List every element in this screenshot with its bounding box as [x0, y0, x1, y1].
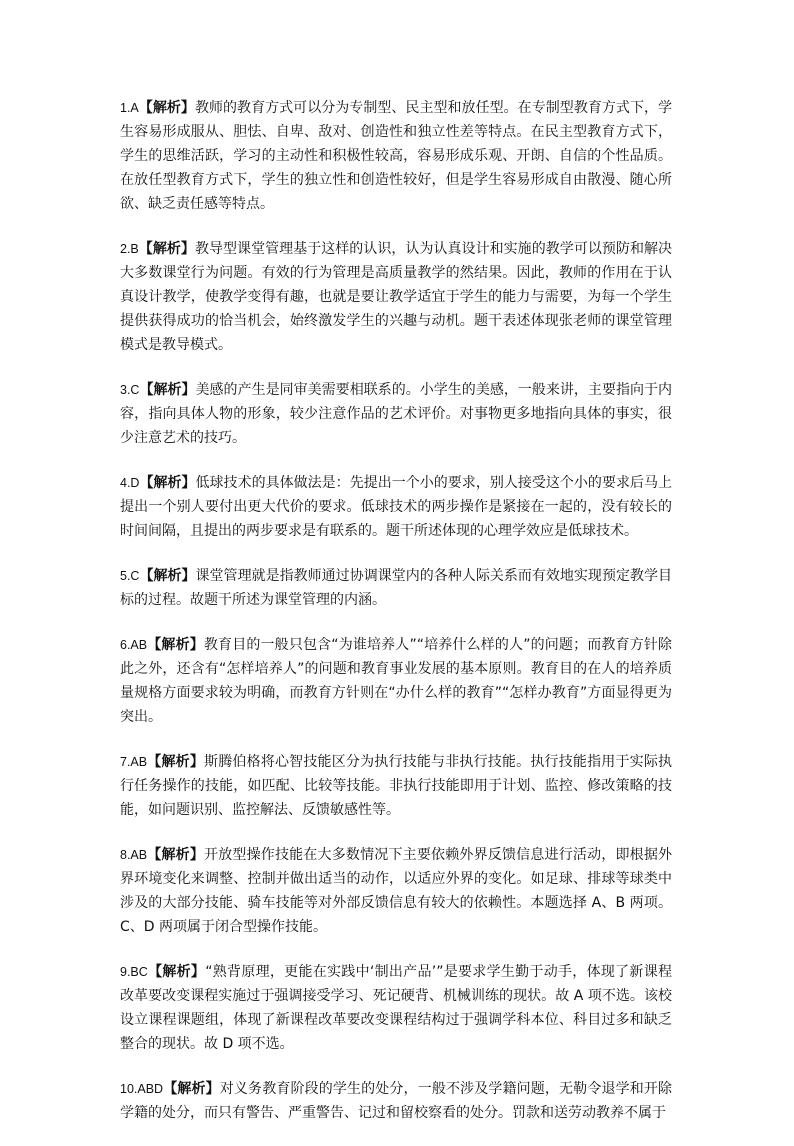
analysis-tag: 【解析】: [163, 1081, 220, 1097]
answer-number: 3.C: [120, 383, 140, 397]
answer-item-5: [120, 564, 672, 612]
analysis-tag: 【解析】: [147, 964, 206, 980]
answer-text: “熟背原理，更能在实践中‘制出产品’”是要求学生勤于动手，体现了新课程改革要改变课程实施过于强调接受学习、死记硬背、机械训练的现状。故 A 项不选。该校设立课程课题组，体现了新课程改革要改变课程结构过于强调学科本位、科目过多和缺乏整合的现状。故 D 项不选。: [120, 964, 672, 1052]
answer-text: 教导型课堂管理基于这样的认识，认为认真设计和实施的教学可以预防和解决大多数课堂行为问题。有效的行为管理是高质量教学的然结果。因此，教师的作用在于认真设计教学，使教学变得有趣，也就是要让教学适宜于学生的能力与需要，为每一个学生提供获得成功的恰当机会，始终激发学生的兴趣与动机。题干表述体现张老师的课堂管理模式是教导模式。: [120, 241, 673, 353]
answer-text: 对义务教育阶段的学生的处分，一般不涉及学籍问题，无勒令退学和开除学籍的处分，而只有警告、严重警告、记过和留校察看的处分。罚款和送劳动教养不属于: [120, 1081, 673, 1121]
answer-number: 8.AB: [120, 848, 148, 862]
answer-number: 2.B: [120, 242, 139, 256]
analysis-tag: 【解析】: [139, 568, 196, 584]
answer-document: [120, 96, 672, 1146]
answer-number: 1.A: [120, 101, 139, 115]
answer-text: 教育目的一般只包含“为谁培养人”“培养什么样的人”的问题；而教育方针除此之外，还含有“怎样培养人”的问题和教育事业发展的基本原则。教育目的在人的培养质量规格方面要求较为明确，而教育方针则在“办什么样的教育”“怎样办教育”方面显得更为突出。: [120, 637, 673, 725]
answer-item-9: [120, 960, 672, 1056]
answer-number: 7.AB: [120, 755, 148, 769]
answer-number: 4.D: [120, 476, 140, 490]
answer-number: 9.BC: [120, 965, 148, 979]
analysis-tag: 【解析】: [138, 100, 195, 116]
answer-number: 6.AB: [120, 638, 148, 652]
analysis-tag: 【解析】: [147, 637, 204, 653]
analysis-tag: 【解析】: [138, 241, 195, 257]
analysis-tag: 【解析】: [147, 754, 205, 770]
answer-item-7: [120, 750, 672, 822]
analysis-tag: 【解析】: [139, 475, 196, 491]
answer-item-3: [120, 378, 672, 450]
answer-number: 10.ABD: [120, 1082, 164, 1096]
answer-item-8: [120, 843, 672, 939]
answer-text: 美感的产生是同审美需要相联系的。小学生的美感，一般来讲，主要指向于内容，指向具体人物的形象，较少注意作品的艺术评价。对事物更多地指向具体的事实，很少注意艺术的技巧。: [120, 382, 673, 446]
answer-text: 开放型操作技能在大多数情况下主要依赖外界反馈信息进行活动，即根据外界环境变化来调整、控制并做出适当的动作，以适应外界的变化。如足球、排球等球类中涉及的大部分技能、骑车技能等对外部反馈信息有较大的依赖性。本题选择 A、B 两项。C、D 两项属于闭合型操作技能。: [120, 847, 673, 935]
answer-item-10: [120, 1077, 672, 1125]
answer-text: 教师的教育方式可以分为专制型、民主型和放任型。在专制型教育方式下，学生容易形成服从、胆怯、自卑、敌对、创造性和独立性差等特点。在民主型教育方式下，学生的思维活跃，学习的主动性和积极性较高，容易形成乐观、开朗、自信的个性品质。在放任型教育方式下，学生的独立性和创造性较好，但是学生容易形成自由散漫、随心所欲、缺乏责任感等特点。: [120, 100, 673, 212]
analysis-tag: 【解析】: [147, 847, 205, 863]
answer-item-6: [120, 633, 672, 729]
answer-text: 低球技术的具体做法是：先提出一个小的要求，别人接受这个小的要求后马上提出一个别人要付出更大代价的要求。低球技术的两步操作是紧接在一起的，没有较长的时间间隔，且提出的两步要求是有联系的。题干所述体现的心理学效应是低球技术。: [120, 475, 673, 539]
answer-text: 斯腾伯格将心智技能区分为执行技能与非执行技能。执行技能指用于实际执行任务操作的技能，如匹配、比较等技能。非执行技能即用于计划、监控、修改策略的技能，如问题识别、监控解法、反馈敏感性等。: [120, 754, 673, 818]
answer-number: 5.C: [120, 569, 140, 583]
answer-item-4: [120, 471, 672, 543]
analysis-tag: 【解析】: [139, 382, 196, 398]
answer-item-1: [120, 96, 672, 216]
answer-text: 课堂管理就是指教师通过协调课堂内的各种人际关系而有效地实现预定教学目标的过程。故题干所述为课堂管理的内涵。: [120, 568, 673, 608]
answer-item-2: [120, 237, 672, 357]
